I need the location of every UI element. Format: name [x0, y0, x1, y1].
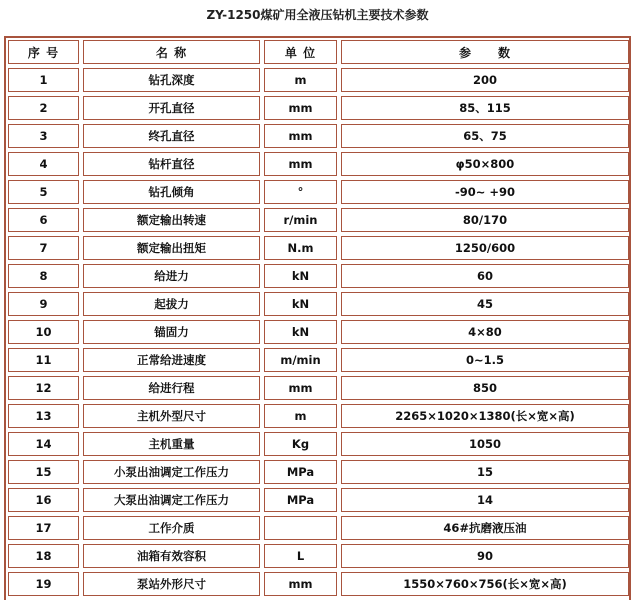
cell-no: 6: [8, 208, 79, 232]
cell-no: 14: [8, 432, 79, 456]
cell-value: 14: [341, 488, 629, 512]
cell-no: 16: [8, 488, 79, 512]
cell-no: 13: [8, 404, 79, 428]
cell-name: 给进行程: [83, 376, 260, 400]
cell-value: 45: [341, 292, 629, 316]
cell-name: 额定输出扭矩: [83, 236, 260, 260]
cell-unit: kN: [264, 264, 337, 288]
parameters-table: [8, 40, 629, 600]
header-name: 名 称: [83, 40, 260, 64]
cell-name: 工作介质: [83, 516, 260, 540]
cell-name: 锚固力: [83, 320, 260, 344]
header-no: 序 号: [8, 40, 79, 64]
cell-name: 主机外型尺寸: [83, 404, 260, 428]
cell-name: 钻孔倾角: [83, 180, 260, 204]
cell-value: 15: [341, 460, 629, 484]
table-row: [8, 376, 629, 400]
cell-name: 开孔直径: [83, 96, 260, 120]
cell-no: 5: [8, 180, 79, 204]
cell-no: 19: [8, 572, 79, 596]
cell-unit: MPa: [264, 488, 337, 512]
cell-name: 额定输出转速: [83, 208, 260, 232]
table-row: [8, 68, 629, 92]
cell-no: 8: [8, 264, 79, 288]
table-row: [8, 208, 629, 232]
cell-name: 钻杆直径: [83, 152, 260, 176]
cell-value: 65、75: [341, 124, 629, 148]
cell-no: 1: [8, 68, 79, 92]
cell-name: 小泵出油调定工作压力: [83, 460, 260, 484]
cell-unit: MPa: [264, 460, 337, 484]
document-title: ZY-1250煤矿用全液压钻机主要技术参数: [206, 8, 429, 22]
cell-value: 1250/600: [341, 236, 629, 260]
cell-value: 85、115: [341, 96, 629, 120]
cell-unit: kN: [264, 292, 337, 316]
table-row: [8, 488, 629, 512]
cell-value: 1050: [341, 432, 629, 456]
cell-unit: Kg: [264, 432, 337, 456]
table-row: [8, 236, 629, 260]
table-row: [8, 544, 629, 568]
cell-unit: mm: [264, 572, 337, 596]
cell-no: 3: [8, 124, 79, 148]
cell-value: -90~ +90: [341, 180, 629, 204]
cell-value: 60: [341, 264, 629, 288]
cell-name: 油箱有效容积: [83, 544, 260, 568]
cell-unit: m/min: [264, 348, 337, 372]
cell-value: 46#抗磨液压油: [341, 516, 629, 540]
cell-value: 200: [341, 68, 629, 92]
cell-name: 主机重量: [83, 432, 260, 456]
cell-name: 泵站外形尺寸: [83, 572, 260, 596]
cell-unit: r/min: [264, 208, 337, 232]
table-header-row: [8, 40, 629, 64]
cell-name: 起拔力: [83, 292, 260, 316]
cell-no: 15: [8, 460, 79, 484]
cell-value: 850: [341, 376, 629, 400]
cell-no: 12: [8, 376, 79, 400]
cell-no: 2: [8, 96, 79, 120]
cell-value: 80/170: [341, 208, 629, 232]
cell-unit: N.m: [264, 236, 337, 260]
cell-unit: mm: [264, 376, 337, 400]
cell-unit: m: [264, 68, 337, 92]
table-body: [8, 68, 629, 596]
cell-no: 11: [8, 348, 79, 372]
table-row: [8, 292, 629, 316]
cell-value: 0~1.5: [341, 348, 629, 372]
header-unit: 单 位: [264, 40, 337, 64]
cell-name: 正常给进速度: [83, 348, 260, 372]
table-row: [8, 404, 629, 428]
cell-unit: L: [264, 544, 337, 568]
cell-value: 90: [341, 544, 629, 568]
cell-value: φ50×800: [341, 152, 629, 176]
cell-name: 终孔直径: [83, 124, 260, 148]
table-row: [8, 516, 629, 540]
cell-value: 1550×760×756(长×宽×高): [341, 572, 629, 596]
cell-name: 给进力: [83, 264, 260, 288]
table-row: [8, 348, 629, 372]
cell-name: 钻孔深度: [83, 68, 260, 92]
cell-value: 2265×1020×1380(长×宽×高): [341, 404, 629, 428]
cell-no: 18: [8, 544, 79, 568]
cell-unit: °: [264, 180, 337, 204]
cell-unit: m: [264, 404, 337, 428]
cell-no: 9: [8, 292, 79, 316]
table-row: [8, 96, 629, 120]
cell-unit: kN: [264, 320, 337, 344]
table-row: [8, 124, 629, 148]
cell-unit: [264, 516, 337, 540]
cell-value: 4×80: [341, 320, 629, 344]
header-value: 参 数: [341, 40, 629, 64]
table-row: [8, 572, 629, 596]
cell-no: 10: [8, 320, 79, 344]
cell-unit: mm: [264, 124, 337, 148]
cell-no: 7: [8, 236, 79, 260]
cell-unit: mm: [264, 96, 337, 120]
table-row: [8, 460, 629, 484]
table-row: [8, 264, 629, 288]
cell-unit: mm: [264, 152, 337, 176]
table-row: [8, 180, 629, 204]
table-row: [8, 320, 629, 344]
table-row: [8, 152, 629, 176]
cell-no: 4: [8, 152, 79, 176]
table-row: [8, 432, 629, 456]
cell-name: 大泵出油调定工作压力: [83, 488, 260, 512]
cell-no: 17: [8, 516, 79, 540]
